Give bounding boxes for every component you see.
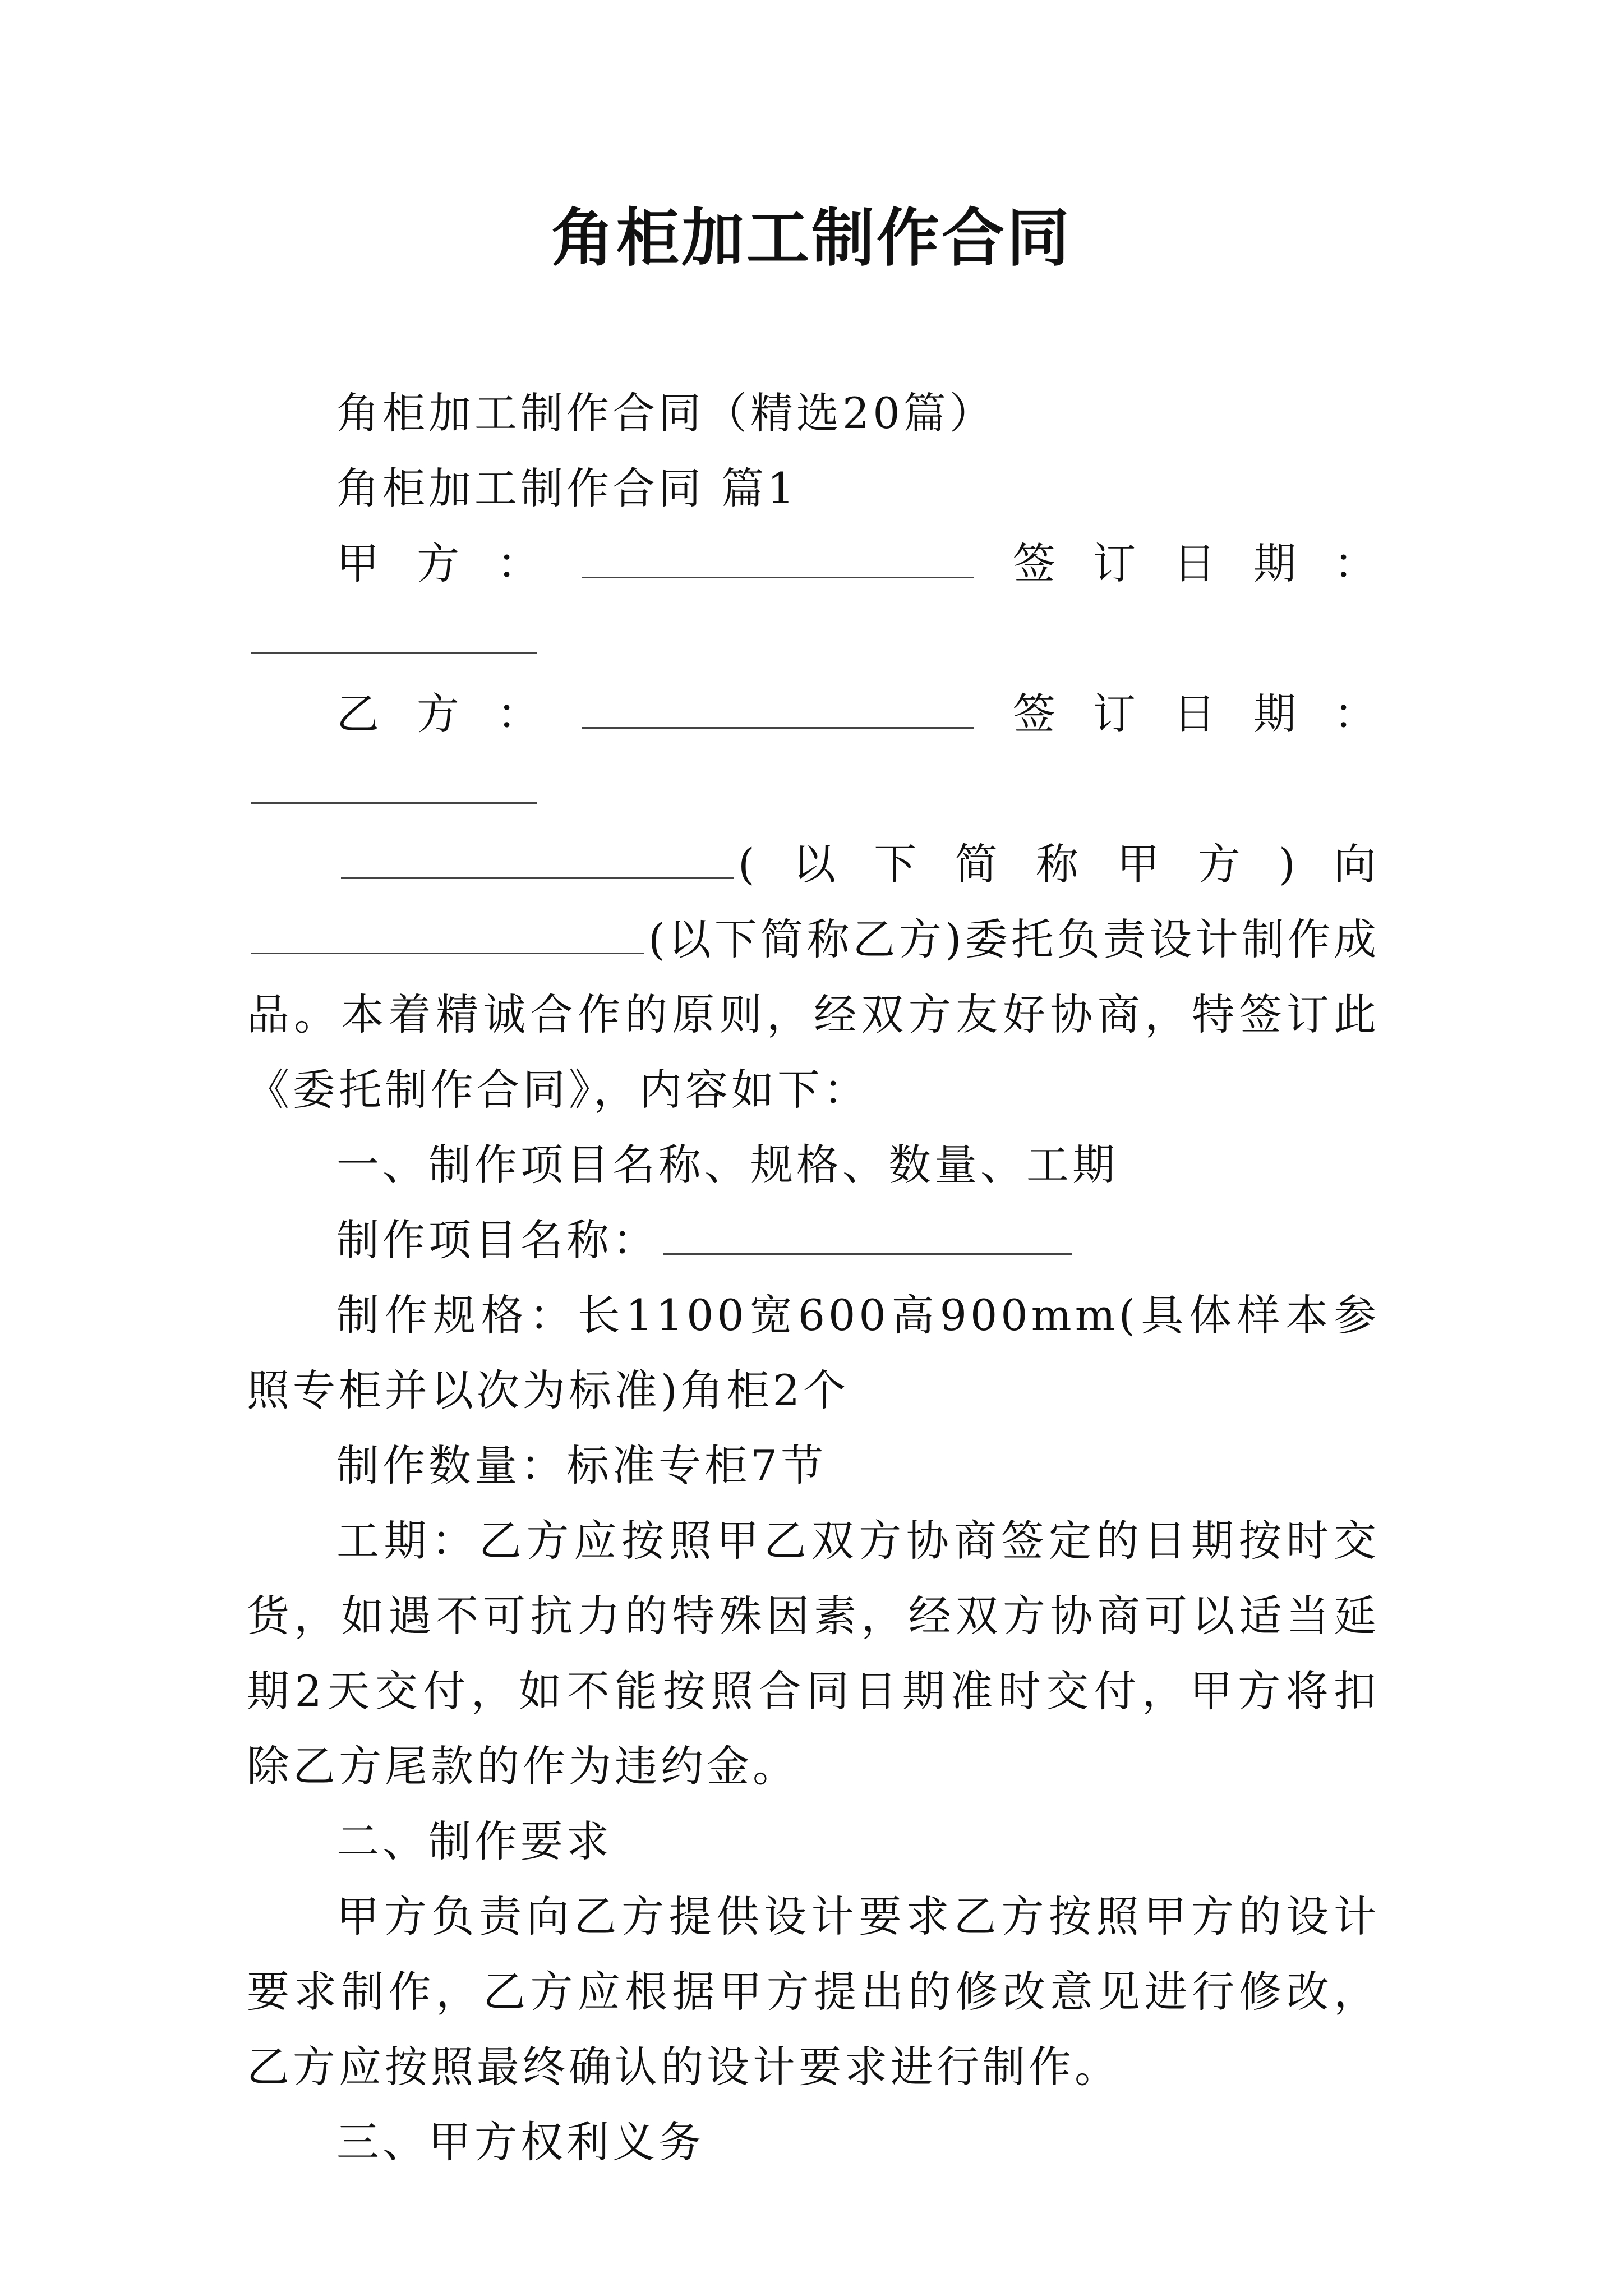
document-body <box>247 376 1380 2180</box>
item-name-label: 制作项目名称： <box>336 1215 658 1265</box>
intro-spread-text: (以下简称甲方)向 <box>738 839 1380 889</box>
party-a-sign-date-blank <box>251 616 537 654</box>
item-name-blank <box>663 1217 1072 1255</box>
party-a-label: 甲方： <box>336 539 577 588</box>
spec-paragraph: 制作规格：长1100宽600高900mm(具体样本参照专柜并以次为标准)角柜2个 <box>247 1290 1380 1415</box>
party-b-line <box>247 677 1380 827</box>
section-3-heading: 三、甲方权利义务 <box>336 2117 704 2167</box>
intro-first-line <box>247 827 1380 902</box>
requirements-paragraph: 甲方负责向乙方提供设计要求乙方按照甲方的设计要求制作，乙方应根据甲方提出的修改意见进行修改，乙方应按照最终确认的设计要求进行制作。 <box>247 1892 1380 2092</box>
party-b-name-blank <box>251 917 644 954</box>
chapter-line: 角柜加工制作合同 篇1 <box>336 463 798 513</box>
party-b-sign-date-blank <box>251 766 537 804</box>
schedule-paragraph: 工期：乙方应按照甲乙双方协商签定的日期按时交货，如遇不可抗力的特殊因素，经双方协商可以适当延期2天交付，如不能按照合同日期准时交付，甲方将扣除乙方尾款的作为违约金。 <box>247 1516 1380 1791</box>
party-a-line <box>247 526 1380 677</box>
section-1-heading: 一、制作项目名称、规格、数量、工期 <box>336 1140 1118 1190</box>
document-title: 角柜加工制作合同 <box>551 201 1072 275</box>
intro-paragraph <box>247 902 1380 1128</box>
party-a-blank <box>582 541 974 578</box>
intro-text: (以下简称乙方)委托负责设计制作成品。本着精诚合作的原则，经双方友好协商，特签订此《委托制作合同》，内容如下： <box>247 914 1380 1115</box>
party-b-blank <box>582 691 974 729</box>
item-name-line <box>247 1203 1380 1278</box>
party-a-sign-date-label: 签订日期： <box>979 539 1380 588</box>
party-b-label: 乙方： <box>336 689 577 739</box>
quantity-line: 制作数量：标准专柜7节 <box>336 1441 827 1490</box>
party-a-name-blank <box>341 841 734 879</box>
party-b-sign-date-label: 签订日期： <box>979 689 1380 739</box>
subtitle-line: 角柜加工制作合同（精选20篇） <box>336 388 995 438</box>
section-2-heading: 二、制作要求 <box>336 1816 612 1866</box>
